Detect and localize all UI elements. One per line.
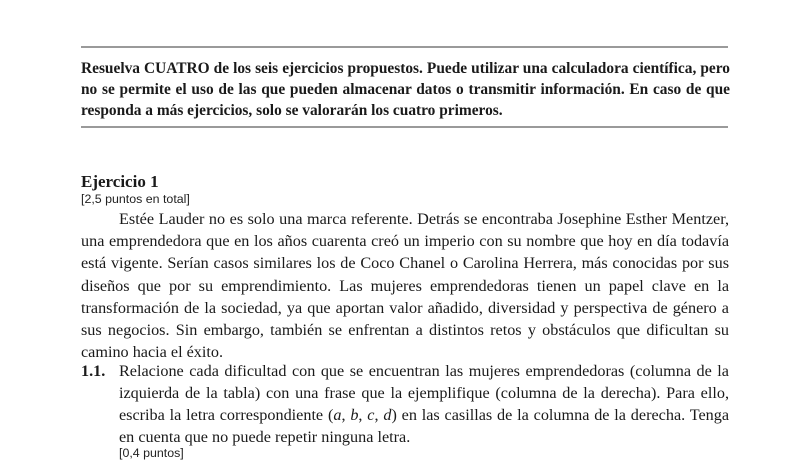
option-letter-d: d [383,406,392,424]
option-letter-b: b [350,406,359,424]
top-divider [81,46,728,48]
question-points: [0,4 puntos] [119,446,184,460]
option-letter-c: c [367,406,375,424]
exam-instructions: Resuelva CUATRO de los seis ejercicios propuestos. Puede utilizar una calculadora científica, pero no se permite el uso de las que pueden almacenar datos o transmitir información. En caso de que responda a más ejercicios, solo se valorarán los cuatro primeros. [81,60,730,119]
exercise-points: [2,5 puntos en total] [81,192,190,206]
exercise-passage: Estée Lauder no es solo una marca referente. Detrás se encontraba Josephine Esther Mentzer, una emprendedora que en los años cuarenta creó un imperio con su nombre que hoy en día todavía está vigente. Serían casos similares los de Coco Chanel o Carolina Herrera, más conocidas por sus diseños que por su emprendimiento. Las mujeres emprendedoras tienen un papel clave en la transformación de la sociedad, ya que aportan valor añadido, diversidad y perspectiva de género a sus negocios. Sin embargo, también se enfrentan a distintos retos y obstáculos que dificultan su camino hacia el éxito. [81,210,729,362]
option-letter-a: a [333,406,342,424]
question-number: 1.1. [81,362,106,380]
question-text-part1: Relacione cada dificultad con que se encuentran las mujeres emprendedoras (columna de la izquierda de la tabla) con una frase que la ejemplifique (columna de la derecha). Para ello, escriba la letra correspondiente ( [119,362,729,424]
bottom-divider [81,126,728,128]
question-text: Relacione cada dificultad con que se encuentran las mujeres emprendedoras (columna de la izquierda de la tabla) con una frase que la ejemplifique (columna de la derecha). Para ello, escriba la letra correspondiente (a, b, c, d) en las casillas de la columna de la derecha. Tenga en cuenta que no puede repetir ninguna letra. [119,362,730,446]
question-text-part2: ) en las casillas de la columna de la derecha. Tenga en cuenta que no puede repetir ninguna letra. [119,406,730,446]
exercise-title: Ejercicio 1 [81,172,159,191]
